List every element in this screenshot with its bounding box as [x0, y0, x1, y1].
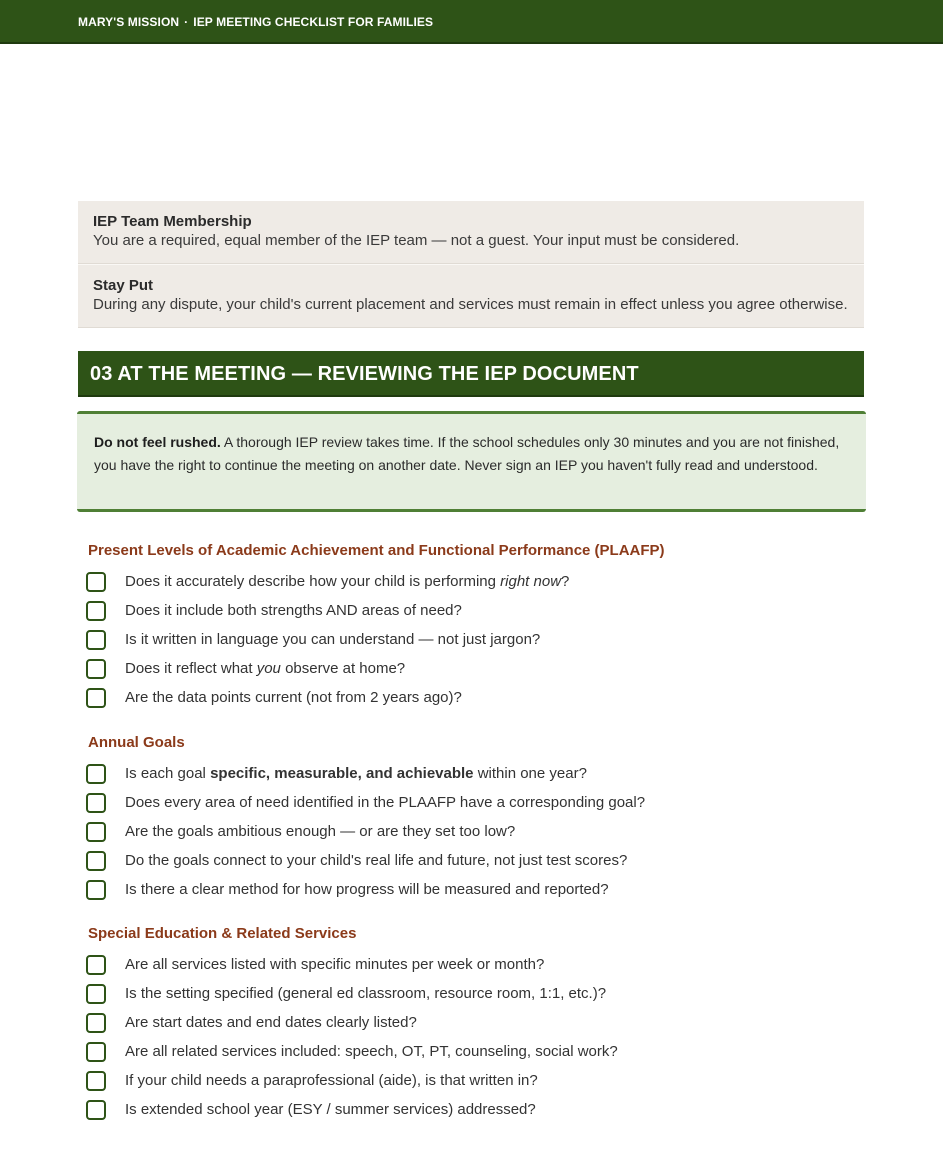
checklist-item [86, 1013, 866, 1042]
checklist-item-text: Does it reflect what you observe at home? [125, 660, 406, 677]
checkbox[interactable] [86, 793, 106, 813]
checkbox[interactable] [86, 572, 106, 592]
checkbox[interactable] [86, 880, 106, 900]
checkbox[interactable] [86, 1071, 106, 1091]
document-title: IEP MEETING CHECKLIST FOR FAMILIES [193, 15, 434, 29]
checklist-item-text: Are all related services included: speech, OT, PT, counseling, social work? [125, 1043, 618, 1060]
checklist-item [86, 984, 866, 1013]
checklist-item-text: Are all services listed with specific minutes per week or month? [125, 956, 545, 973]
checkbox[interactable] [86, 822, 106, 842]
header-title [78, 15, 433, 29]
rights-panel [78, 201, 864, 328]
checklist-item [86, 630, 866, 659]
right-item [78, 201, 864, 264]
checklist-item [86, 880, 866, 909]
checkbox[interactable] [86, 955, 106, 975]
callout-note [77, 411, 866, 512]
checkbox[interactable] [86, 688, 106, 708]
checklist-item-text: Is it written in language you can understand — not just jargon? [125, 631, 541, 648]
top-bar [0, 0, 943, 44]
checklist-item [86, 793, 866, 822]
checklist-item-text: Are the data points current (not from 2 years ago)? [125, 689, 462, 706]
section-header [78, 351, 864, 397]
checklist-annual-goals [86, 764, 866, 909]
checklist-item-text: Is extended school year (ESY / summer services) addressed? [125, 1101, 536, 1118]
checklist-item-text: Is there a clear method for how progress will be measured and reported? [125, 881, 609, 898]
group-heading-annual-goals: Annual Goals [88, 734, 185, 751]
checklist-item-text: Does it include both strengths AND areas of need? [125, 602, 462, 619]
checklist-plaafp [86, 572, 866, 717]
group-heading-plaafp: Present Levels of Academic Achievement and Functional Performance (PLAAFP) [88, 542, 665, 559]
checklist-services [86, 955, 866, 1129]
checklist-item [86, 822, 866, 851]
checklist-item-text: If your child needs a paraprofessional (aide), is that written in? [125, 1072, 538, 1089]
checklist-item-text: Are start dates and end dates clearly listed? [125, 1014, 417, 1031]
checkbox[interactable] [86, 1042, 106, 1062]
checklist-item [86, 601, 866, 630]
right-title: IEP Team Membership [93, 213, 252, 230]
checkbox[interactable] [86, 630, 106, 650]
checklist-item-text: Does it accurately describe how your child is performing right now? [125, 573, 570, 590]
checklist-item-text: Are the goals ambitious enough — or are they set too low? [125, 823, 516, 840]
checkbox[interactable] [86, 1013, 106, 1033]
callout-text: A thorough IEP review takes time. If the school schedules only 30 minutes and you are not finished, you have the right to continue the meeting on another date. Never sign an IEP you haven't fully read and understood. [94, 434, 840, 473]
checkbox[interactable] [86, 1100, 106, 1120]
right-title: Stay Put [93, 277, 154, 294]
checklist-item [86, 851, 866, 880]
checklist-item-text: Does every area of need identified in the PLAAFP have a corresponding goal? [125, 794, 646, 811]
group-heading-services: Special Education & Related Services [88, 925, 357, 942]
checklist-item [86, 955, 866, 984]
section-title: 03 AT THE MEETING — REVIEWING THE IEP DOCUMENT [90, 363, 639, 385]
brand-name: MARY'S MISSION [78, 15, 180, 29]
checklist-item [86, 572, 866, 601]
checkbox[interactable] [86, 984, 106, 1004]
checklist-item-text: Do the goals connect to your child's real life and future, not just test scores? [125, 852, 628, 869]
checklist-item [86, 688, 866, 717]
header-separator: · [184, 15, 189, 29]
callout-emphasis: Do not feel rushed. [94, 434, 221, 450]
checklist-item-text: Is the setting specified (general ed classroom, resource room, 1:1, etc.)? [125, 985, 607, 1002]
right-description: During any dispute, your child's current placement and services must remain in effect unless you agree otherwise. [93, 296, 848, 313]
checkbox[interactable] [86, 764, 106, 784]
checkbox[interactable] [86, 659, 106, 679]
checklist-item [86, 1100, 866, 1129]
checkbox[interactable] [86, 851, 106, 871]
right-description: You are a required, equal member of the IEP team — not a guest. Your input must be considered. [93, 232, 740, 249]
checklist-item [86, 659, 866, 688]
right-item [78, 264, 864, 328]
checklist-item [86, 1071, 866, 1100]
checklist-item-text: Is each goal specific, measurable, and achievable within one year? [125, 765, 587, 782]
checklist-item [86, 764, 866, 793]
checkbox[interactable] [86, 601, 106, 621]
checklist-item [86, 1042, 866, 1071]
